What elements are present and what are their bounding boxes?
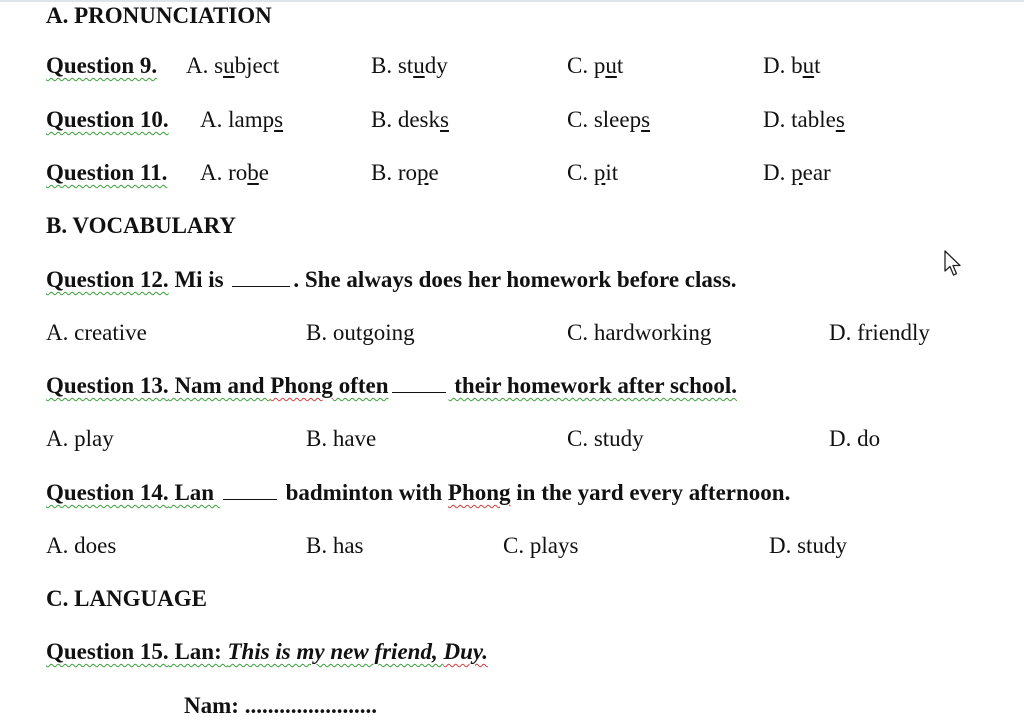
question-15-stem: Question 15. Lan: This is my new friend, Duy. xyxy=(46,639,488,664)
question-9-label: Question 9. xyxy=(46,53,158,78)
question-13-option-d[interactable]: D. do xyxy=(829,426,881,451)
question-14-options xyxy=(0,532,1024,566)
question-12-row xyxy=(0,266,1024,300)
question-15-row xyxy=(0,638,1024,672)
question-14-label: Question 14. xyxy=(46,480,169,505)
question-15-reply[interactable]: Nam: ....................... xyxy=(184,693,377,718)
question-13-blank[interactable] xyxy=(392,372,446,393)
question-9-option-d[interactable]: D. but xyxy=(763,53,821,78)
question-10-option-b[interactable]: B. desks xyxy=(371,107,449,132)
question-13-option-a[interactable]: A. play xyxy=(46,426,114,451)
answer-dots: ....................... xyxy=(244,693,377,718)
question-14-option-c[interactable]: C. plays xyxy=(503,533,579,558)
question-12-stem: Question 12. Mi is . She always does her homework before class. xyxy=(46,267,737,292)
question-11-row xyxy=(0,159,1024,193)
question-10-label: Question 10. xyxy=(46,107,169,132)
question-12-options xyxy=(0,319,1024,353)
question-13-option-c[interactable]: C. study xyxy=(567,426,644,451)
question-9-row xyxy=(0,52,1024,86)
question-13-stem: Question 13. Nam and Phong often their homework after school. xyxy=(46,373,738,398)
question-15-label: Question 15. xyxy=(46,639,169,664)
question-14-row xyxy=(0,479,1024,513)
question-10-option-c[interactable]: C. sleeps xyxy=(567,107,651,132)
question-14-stem: Question 14. Lan badminton with Phong in the yard every afternoon. xyxy=(46,480,791,505)
question-15-reply-row xyxy=(0,692,1024,726)
question-14-option-a[interactable]: A. does xyxy=(46,533,117,558)
question-9-option-c[interactable]: C. put xyxy=(567,53,624,78)
question-12-label: Question 12. xyxy=(46,267,169,292)
question-11-label: Question 11. xyxy=(46,160,168,185)
question-10-row xyxy=(0,106,1024,140)
question-13-row xyxy=(0,372,1024,406)
section-a-heading: A. PRONUNCIATION xyxy=(46,3,272,28)
section-b-heading: B. VOCABULARY xyxy=(46,213,236,238)
question-14-blank[interactable] xyxy=(223,479,277,500)
question-12-option-d[interactable]: D. friendly xyxy=(829,320,930,345)
question-13-option-b[interactable]: B. have xyxy=(306,426,377,451)
question-12-option-c[interactable]: C. hardworking xyxy=(567,320,712,345)
section-c-heading: C. LANGUAGE xyxy=(46,586,208,611)
question-12-option-b[interactable]: B. outgoing xyxy=(306,320,415,345)
question-12-blank[interactable] xyxy=(232,266,290,287)
question-11-option-a[interactable]: A. robe xyxy=(200,160,269,185)
question-11-option-b[interactable]: B. rope xyxy=(371,160,439,185)
mouse-pointer-icon xyxy=(943,250,965,278)
question-10-option-a[interactable]: A. lamps xyxy=(200,107,284,132)
question-13-label: Question 13. xyxy=(46,373,169,398)
question-11-option-d[interactable]: D. pear xyxy=(763,160,831,185)
question-9-option-b[interactable]: B. study xyxy=(371,53,448,78)
question-10-option-d[interactable]: D. tables xyxy=(763,107,845,132)
question-9-option-a[interactable]: A. subject xyxy=(186,53,280,78)
question-14-option-b[interactable]: B. has xyxy=(306,533,364,558)
question-12-option-a[interactable]: A. creative xyxy=(46,320,147,345)
question-14-option-d[interactable]: D. study xyxy=(769,533,847,558)
question-13-options xyxy=(0,425,1024,459)
question-11-option-c[interactable]: C. pit xyxy=(567,160,619,185)
